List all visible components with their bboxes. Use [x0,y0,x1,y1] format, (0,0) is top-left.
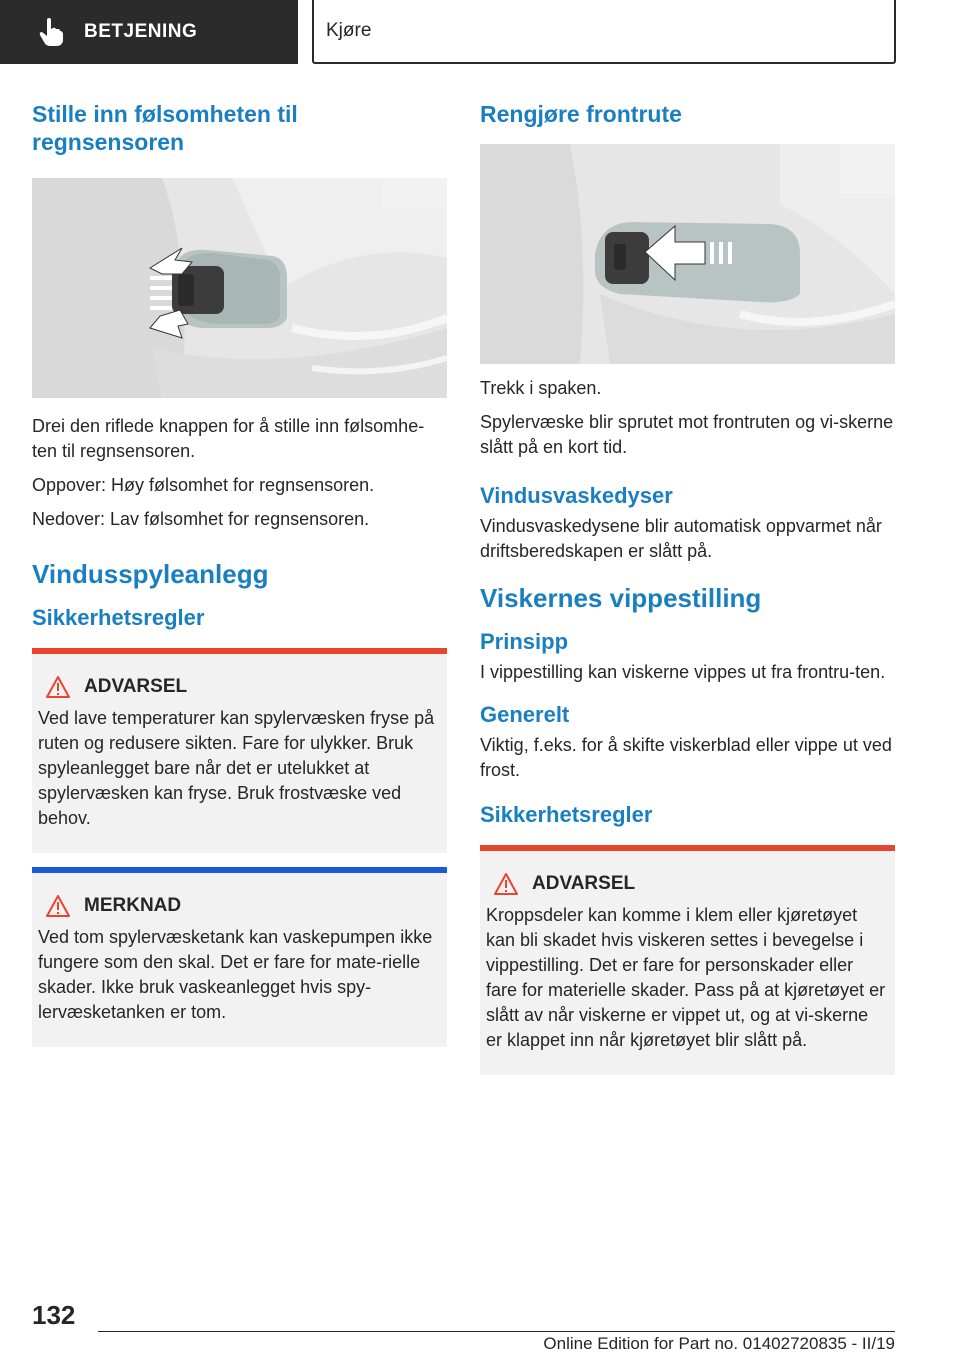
section-tab [0,0,298,64]
warning-triangle-icon [46,895,70,917]
heading-clean-windshield: Rengjøre frontrute [480,101,682,127]
footer-divider [98,1331,895,1332]
left-column [32,100,447,1057]
heading-rain-sensor: Stille inn følsomheten til regnsensoren [32,101,298,155]
heading-general: Generelt [480,702,570,727]
heading-washer-nozzles: Vindusvaskedyser [480,483,673,508]
heading-wiper-tilt: Viskernes vippestilling [480,583,762,613]
rain-sensor-illustration [32,178,447,398]
heading-safety-rules-right: Sikkerhetsregler [480,802,653,827]
warning-title: ADVARSEL [486,873,889,895]
rain-sensor-instruction: Drei den riflede knappen for å stille inn følsomhe-ten til regnsensoren. [32,416,425,461]
nozzles-text: Vindusvaskedysene blir automatisk oppvarmet når driftsberedskapen er slått på. [480,516,882,561]
page-number: 132 [32,1300,76,1330]
general-text: Viktig, f.eks. for å skifte viskerblad eller vippe ut ved frost. [480,735,892,780]
warning-title: ADVARSEL [38,676,441,698]
warning-box-freeze [32,648,447,853]
chapter-box [312,0,896,64]
warning-box-pinch [480,845,895,1075]
principle-text: I vippestilling kan viskerne vippes ut fra frontru-ten. [480,662,886,682]
heading-principle: Prinsipp [480,629,569,654]
warning-text: Ved lave temperaturer kan spylervæsken fryse på ruten og redusere sikten. Fare for ulykker. Bruk spyleanlegget bare når det er utelukket at spylervæsken kan fryse. Bruk frostvæske ved behov. [38,708,435,828]
section-label: BETJENING [84,21,198,42]
notice-box-empty-tank [32,867,447,1047]
warning-triangle-icon [494,873,518,895]
heading-washer-system: Vindusspyleanlegg [32,559,269,589]
page-header [0,0,960,66]
warning-text: Kroppsdeler kan komme i klem eller kjøretøyet kan bli skadet hvis viskeren settes i bevegelse i vippestilling. Det er fare for personskader eller fare for materielle skader. Pass på at kjøretøyet er slått av når viskerne er vippet ut, og at vi-skerne er klappet inn når kjøretøyet blir slått på. [486,905,886,1050]
notice-title: MERKNAD [38,895,441,917]
right-column [480,100,895,1085]
washer-spray-text: Spylervæske blir sprutet mot frontruten og vi-skerne slått på en kort tid. [480,412,894,457]
heading-safety-rules-left: Sikkerhetsregler [32,605,205,630]
windshield-lever-illustration [480,144,895,364]
hand-pointer-icon [38,17,64,47]
chapter-label: Kjøre [326,20,372,41]
notice-text: Ved tom spylervæsketank kan vaskepumpen ikke fungere som den skal. Det er fare for mate-rielle skader. Ikke bruk vaskeanlegget hvis spy-lervæsketanken er tom. [38,927,433,1022]
rain-sensor-down: Nedover: Lav følsomhet for regnsensoren. [32,509,370,529]
warning-triangle-icon [46,676,70,698]
edition-text: Online Edition for Part no. 01402720835 - II/19 [543,1334,895,1353]
rain-sensor-up: Oppover: Høy følsomhet for regnsensoren. [32,475,375,495]
pull-lever-text: Trekk i spaken. [480,378,602,398]
